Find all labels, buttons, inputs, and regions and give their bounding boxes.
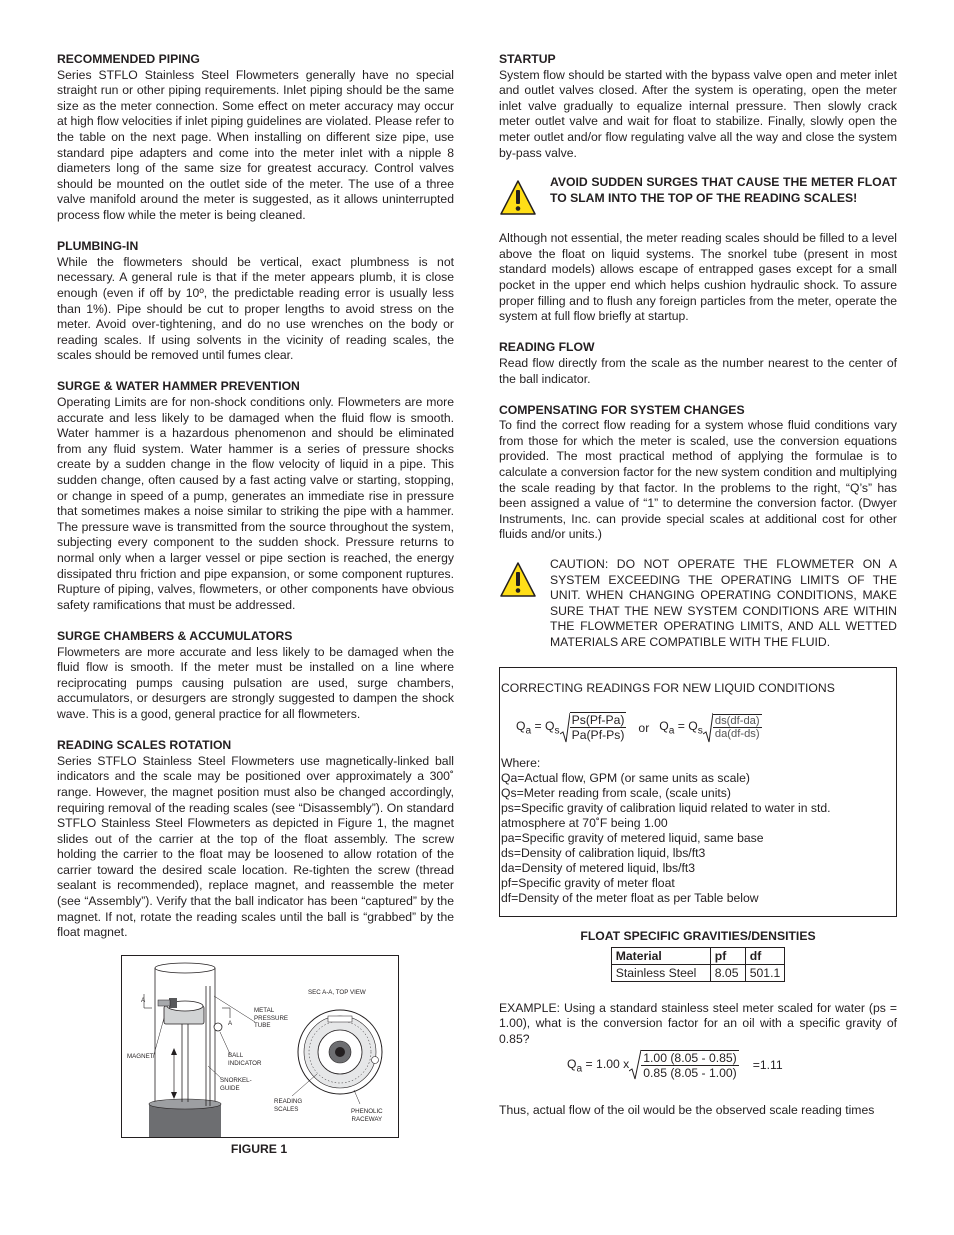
section-startup	[499, 52, 897, 161]
where-label: Where:	[501, 755, 541, 770]
caution-text: CAUTION: DO NOT OPERATE THE FLOWMETER ON A SYSTEM EXCEEDING THE OPERATING LIMITS OF THE UNIT. WHEN CHANGING OPERATING CONDITIONS, MAKE SURE THAT THE NEW SYSTEM CONDITIONS ARE WITHIN THE FLOWMETER OPERATING LIMITS, AND ALL WETTED MATERIALS ARE COMPATIBLE WITH THE FLUID.	[550, 557, 897, 649]
section-heading: COMPENSATING FOR SYSTEM CHANGES	[499, 402, 745, 417]
fraction-numerator: Ps(Pf-Pa)	[571, 713, 625, 728]
section-filling	[499, 231, 897, 325]
definition-line: Qa=Actual flow, GPM (or same units as scale)	[501, 770, 750, 785]
example-result: =1.11	[752, 1058, 783, 1073]
fraction-denominator: da(df-ds)	[714, 728, 760, 741]
table-cell: 8.05	[710, 964, 745, 981]
definition-line: Qs=Meter reading from scale, (scale units)	[501, 785, 731, 800]
section-heading: READING SCALES ROTATION	[57, 738, 232, 753]
definition-line: atmosphere at 70˚F being 1.00	[501, 815, 668, 830]
section-compensating	[499, 403, 897, 543]
conversion-formulas	[516, 712, 762, 744]
definition-line: pf=Specific gravity of meter float	[501, 875, 675, 890]
figure-1-diagram	[121, 955, 399, 1138]
section-surge-water-hammer	[57, 379, 454, 613]
example-lhs-rest: = 1.00 x	[585, 1056, 630, 1071]
warning-surges	[499, 175, 897, 217]
formula-lhs: $Q_a = Q_s$	[516, 718, 560, 737]
float-gravities-table	[611, 947, 786, 982]
formula-box-title: CORRECTING READINGS FOR NEW LIQUID CONDITIONS	[501, 680, 835, 695]
magnet-label: MAGNET	[127, 1053, 154, 1060]
reading-scales-label: READING SCALES	[274, 1098, 303, 1113]
closing-text: Thus, actual flow of the oil would be the observed scale reading times	[499, 1103, 875, 1118]
q-symbol: Q	[567, 1056, 577, 1071]
section-heading: RECOMMENDED PIPING	[57, 52, 200, 66]
section-body: System flow should be started with the bypass valve open and meter inlet and outlet valves closed. After the system is operating, open the meter inlet valve gradually to equalize internal pressure. Then slowly crack meter outlet valve and wait for float to stabilize. Finally, slowly open the meter outlet and/or flow regulating valve all the way and close the system by-pass valve.	[499, 67, 897, 160]
section-recommended-piping	[57, 52, 454, 224]
section-body: Series STFLO Stainless Steel Flowmeters generally have no special straight run or other piping requirements. Inlet piping should be the same size as the meter connection. Some effect on meter accuracy may occur at high flow velocities if inlet piping guidelines are violated. Please refer to the table on the next page. When installing on different size pipe, use standard pipe adapters and come into the meter inlet with a nipple 8 diameters long of the same size for greatest accuracy. Control valves should be mounted on the outlet side of the meter. The use of a three valve manifold around the meter is suggested, as it allows uninterrupted process flow while the meter is being cleaned.	[57, 67, 454, 222]
table-header: Material	[611, 947, 710, 964]
section-heading: READING FLOW	[499, 340, 595, 355]
example-text: EXAMPLE: Using a standard stainless steel meter scaled for water (ps = 1.00), what is the conversion factor for an oil with a specific gravity of 0.85?	[499, 1000, 897, 1046]
section-plumbing-in	[57, 239, 454, 364]
section-body: Operating Limits are for non-shock conditions only. Flowmeters are more accurate and less likely to be damaged when the fluid flow is smooth. Water hammer is a hazardous phenomenon and should be eliminated from any fluid system. Water hammer is a series of pressure shocks create by a sudden change in the flow velocity of liquid in a pipe. This sudden change, often caused by a fast acting valve or starting, stopping, or change in speed of a pump, generates an immediate rise in pressure that sometimes makes a noise similar to striking the pipe with a hammer. The pressure wave is transmitted from the source throughout the system, subjecting every component to the sudden shock. Pressure returns to normal only when a larger vessel or pipe section is reached, the energy dissipated thru friction and pipe expansion, or some component ruptures. Rupture of piping, valves, flowmeters, or other components have obvious safety ramifications that must be addressed.	[57, 395, 454, 612]
warning-triangle-icon	[499, 179, 537, 217]
example-formula	[567, 1049, 897, 1081]
fraction-denominator: Pa(Pf-Ps)	[571, 728, 625, 743]
warning-text: AVOID SUDDEN SURGES THAT CAUSE THE METER FLOAT TO SLAM INTO THE TOP OF THE READING SCALES!	[550, 175, 897, 205]
section-reading-scales-rotation	[57, 738, 454, 941]
sqrt-icon	[629, 1049, 641, 1081]
section-body: Although not essential, the meter reading scales should be filled to a level above the float on liquid systems. The snorkel tube (present in most standard models) allows escape of entrapped gases except for a small pocket in the upper end which helps cushion hydraulic shock. To assure proper filling and to flush any foreign particles from the meter, operate the system at full flow briefly at startup.	[499, 231, 897, 324]
sqrt-icon	[560, 712, 570, 744]
section-view-label: SEC A-A, TOP VIEW	[308, 989, 366, 996]
table-row	[611, 964, 785, 981]
table-title: FLOAT SPECIFIC GRAVITIES/DENSITIES	[580, 928, 816, 943]
section-reading-flow	[499, 340, 897, 387]
sqrt-icon	[703, 712, 713, 744]
section-body: While the flowmeters should be vertical, exact plumbness is not necessary. A general rule is that if the meter appears plumb, it is close enough (even if off by 10º, the predictable reading error is usually less than 1%). Pipe should be cut to proper lengths to avoid stress on the meter. Avoid over-tightening, and do no use wrenches on the body or reading scales. If using solvents in the vicinity of reading scales, the scales should be removed until fumes clear.	[57, 254, 454, 363]
section-heading: STARTUP	[499, 52, 556, 66]
or-label: or	[638, 720, 650, 735]
fraction-denominator: 0.85 (8.05 - 1.00)	[643, 1065, 737, 1080]
figure-caption: FIGURE 1	[230, 1142, 288, 1156]
table-header: pf	[710, 947, 745, 964]
fraction-numerator: ds(df-da)	[714, 715, 760, 728]
section-heading: PLUMBING-IN	[57, 239, 139, 254]
definition-line: pa=Specific gravity of metered liquid, same base	[501, 830, 764, 845]
fraction-numerator: 1.00 (8.05 - 0.85)	[643, 1050, 737, 1065]
table-cell: 501.1	[745, 964, 785, 981]
left-column	[57, 52, 454, 956]
section-body: Read flow directly from the scale as the number nearest to the center of the ball indicator.	[499, 355, 897, 386]
caution-operating-limits	[499, 557, 897, 651]
fraction-1	[570, 712, 627, 742]
section-body: Flowmeters are more accurate and less likely to be damaged when the fluid flow is smooth. If the meter must be installed on a line where reciprocating pumps causing pulsation are used, surge chambers, accumulators, or desurgers are strongly suggested to dampen the shock wave. This is a good, general practice for all flowmeters.	[57, 644, 454, 721]
metal-tube-label: METAL PRESSURE TUBE	[254, 1007, 289, 1029]
fraction-2	[713, 714, 762, 740]
example-lhs	[567, 1057, 629, 1074]
right-column	[499, 52, 897, 1119]
section-surge-chambers	[57, 629, 454, 723]
definition-line: da=Density of metered liquid, lbs/ft3	[501, 860, 696, 875]
table-header-row	[611, 947, 785, 964]
section-body: Series STFLO Stainless Steel Flowmeters use magnetically-linked ball indicators and the scale may be positioned over approximately a 300˚ range. However, the magnet position must also be changed accordingly, requiring removal of the reading scales (see “Disassembly”). On standard STFLO Stainless Steel Flowmeters as depicted in Figure 1, the magnet slides out of the carrier at the top of the float assembly. The screw holding the carrier to the float may be loosened to allow rotation of the carrier toward the desired scale location. Re-tighten the screw (thread sealant is recommended), replace magnet, and reassemble the meter (see “Assembly”). Verify that the ball indicator has been “captured” by the magnet. If not, rotate the reading scales until the ball is “grabbed” by the float magnet.	[57, 753, 454, 940]
section-heading: SURGE & WATER HAMMER PREVENTION	[57, 379, 300, 394]
example-fraction	[641, 1050, 739, 1080]
snorkel-guide-label: SNORKEL- GUIDE	[220, 1077, 252, 1092]
warning-triangle-icon	[499, 561, 537, 599]
section-a-label: A	[228, 1020, 233, 1027]
formula-lhs: $Q_a = Q_s$	[659, 718, 703, 737]
q-subscript: a	[576, 1063, 583, 1075]
definition-line: ds=Density of calibration liquid, lbs/ft3	[501, 845, 706, 860]
formula-box	[499, 667, 897, 917]
table-header: df	[745, 947, 785, 964]
table-cell: Stainless Steel	[611, 964, 710, 981]
definition-line: ps=Specific gravity of calibration liquid related to water in std.	[501, 800, 831, 815]
section-body: To find the correct flow reading for a system whose fluid conditions vary from those for which the meter is scaled, use the conversion equations provided. The most practical method of applying the formulae is to calculate a conversion factor for the new system condition and multiplying the scale reading by that factor. In the problems to the right, “Q’s” has been assigned a value of “1” to determine the conversion factor. (Dwyer Instruments, Inc. can provide special scales at additional cost for other fluids and/or units.)	[499, 418, 897, 542]
section-heading: SURGE CHAMBERS & ACCUMULATORS	[57, 628, 293, 643]
definition-line: df=Density of the meter float as per Table below	[501, 890, 759, 905]
phenolic-raceway-label: PHENOLIC RACEWAY	[351, 1108, 383, 1123]
section-a-label: A	[141, 997, 146, 1004]
ball-indicator-label: BALL INDICATOR	[228, 1052, 262, 1067]
